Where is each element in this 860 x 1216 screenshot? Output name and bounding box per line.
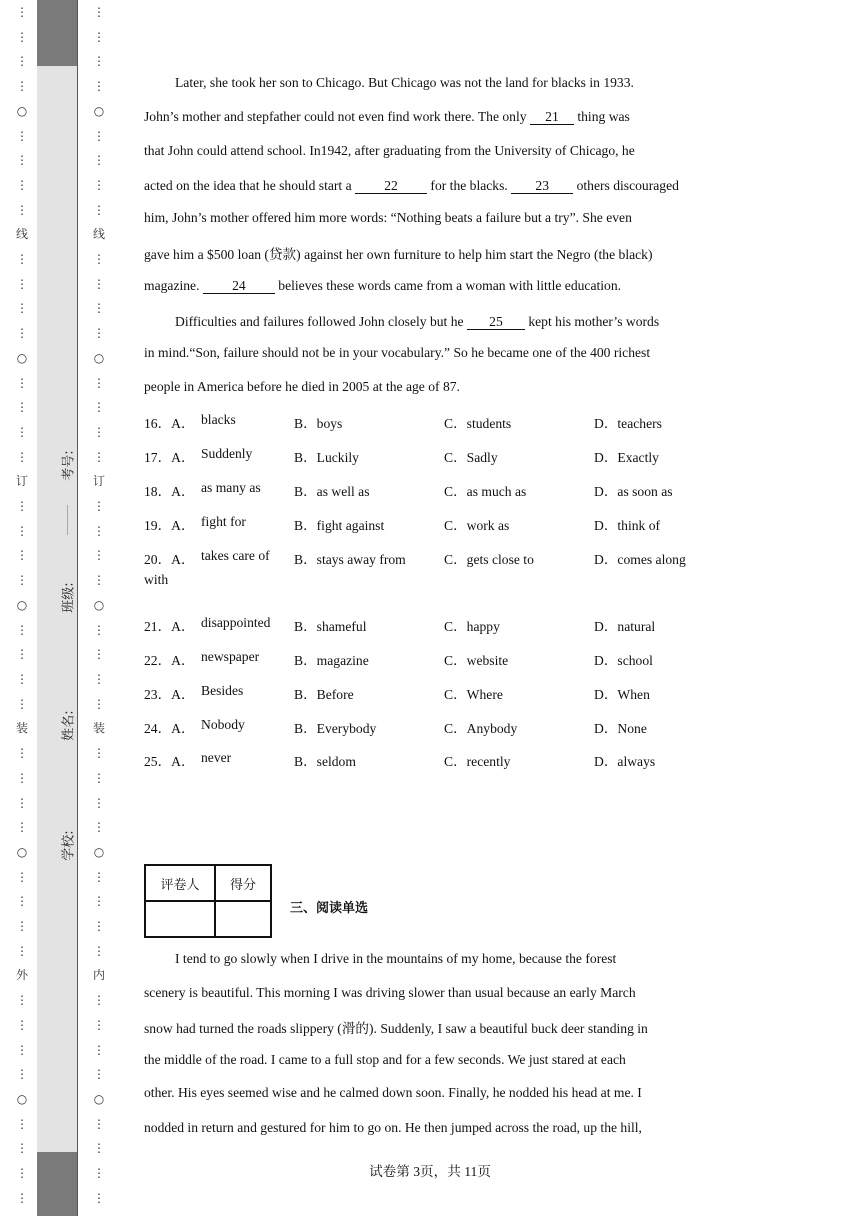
inner-binding-dot: ⋮ [93, 301, 105, 316]
passage1-line-2: John’s mother and stepfather could not even find work there. The only 21 thing was [144, 109, 630, 124]
inner-binding-label: 内 [92, 968, 105, 983]
passage2-line-2: scenery is beautiful. This morning I was driving slower than usual because an early March [144, 985, 636, 1000]
inner-binding-dot: ⋮ [93, 499, 105, 514]
outer-dotted-line [12, 0, 32, 1210]
score-header: 得分 [215, 865, 271, 901]
blank-23: 23 [511, 179, 573, 194]
question-23-option-d: D．When [594, 687, 650, 702]
inner-binding-dot: ⋮ [93, 326, 105, 341]
inner-binding-dot: ⋮ [93, 153, 105, 168]
outer-binding-dot: ⋮ [16, 202, 28, 217]
question-24-option-c: C．Anybody [444, 721, 518, 736]
question-22-option-c: C．website [444, 653, 509, 668]
name-label: 姓名: [61, 710, 77, 741]
question-19-option-b: B．fight against [294, 518, 385, 533]
question-21-option-d: D．natural [594, 619, 656, 634]
outer-binding-dot: ⋮ [16, 449, 28, 464]
passage2-line-6: nodded in return and gestured for him to go on. He then jumped across the road, up the hill, [144, 1120, 642, 1135]
binding-dark-block-top [37, 0, 78, 66]
inner-binding-dot: ⋮ [93, 29, 105, 44]
outer-binding-dot: ⋮ [16, 943, 28, 958]
passage1-line-6: gave him a $500 loan (贷款) against her own furniture to help him start the Negro (the black) [144, 247, 653, 262]
section-title: 三、阅读单选 [290, 901, 369, 916]
inner-binding-dot: ⋮ [93, 647, 105, 662]
outer-binding-circle: ○ [16, 103, 28, 118]
question-20-option-a: takes care of [201, 548, 270, 563]
school-label: 学校: [61, 830, 77, 861]
question-18-option-c: C．as much as [444, 484, 527, 499]
inner-binding-dot: ⋮ [93, 573, 105, 588]
question-16-option-d: D．teachers [594, 416, 662, 431]
inner-binding-dot: ⋮ [93, 548, 105, 563]
outer-binding-dot: ⋮ [16, 869, 28, 884]
question-22-option-a: newspaper [201, 649, 260, 664]
class-label: 班级: [61, 582, 77, 613]
question-23-option-b: B．Before [294, 687, 354, 702]
inner-binding-circle: ○ [93, 597, 105, 612]
outer-binding-dot: ⋮ [16, 1042, 28, 1057]
passage1-line-3: that John could attend school. In1942, after graduating from the University of Chicago, he [144, 143, 635, 158]
blank-25: 25 [467, 315, 525, 330]
question-20-number: 20．A． [144, 552, 195, 567]
outer-binding-circle: ○ [16, 597, 28, 612]
inner-binding-label: 订 [92, 474, 105, 489]
question-23-number: 23．A． [144, 687, 195, 702]
inner-binding-dot: ⋮ [93, 770, 105, 785]
outer-binding-dot: ⋮ [16, 301, 28, 316]
outer-binding-dot: ⋮ [16, 894, 28, 909]
question-17-option-c: C．Sadly [444, 450, 498, 465]
passage1-line-4: acted on the idea that he should start a 22 for the blacks. 23 others discouraged [144, 178, 679, 193]
outer-binding-dot: ⋮ [16, 1116, 28, 1131]
question-24-number: 24．A． [144, 721, 195, 736]
question-22-number: 22．A． [144, 653, 195, 668]
outer-binding-dot: ⋮ [16, 375, 28, 390]
question-18-option-a: as many as [201, 480, 261, 495]
outer-binding-dot: ⋮ [16, 795, 28, 810]
outer-binding-circle: ○ [16, 844, 28, 859]
outer-binding-dot: ⋮ [16, 1190, 28, 1205]
outer-binding-dot: ⋮ [16, 177, 28, 192]
inner-binding-circle: ○ [93, 844, 105, 859]
inner-dotted-line [89, 0, 109, 1210]
inner-binding-dot: ⋮ [93, 523, 105, 538]
inner-binding-dot: ⋮ [93, 696, 105, 711]
inner-binding-dot: ⋮ [93, 622, 105, 637]
inner-binding-dot: ⋮ [93, 424, 105, 439]
outer-binding-label: 外 [15, 968, 28, 983]
outer-binding-dot: ⋮ [16, 1166, 28, 1181]
outer-binding-dot: ⋮ [16, 5, 28, 19]
outer-binding-dot: ⋮ [16, 523, 28, 538]
binding-edge-line [77, 0, 78, 1216]
question-18-number: 18．A． [144, 484, 195, 499]
question-22-option-d: D．school [594, 653, 653, 668]
inner-binding-dot: ⋮ [93, 1141, 105, 1156]
outer-binding-dot: ⋮ [16, 424, 28, 439]
passage1-line-5: him, John’s mother offered him more words: “Nothing beats a failure but a try”. She even [144, 210, 632, 225]
outer-binding-dot: ⋮ [16, 647, 28, 662]
question-21-option-b: B．shameful [294, 619, 367, 634]
inner-binding-dot: ⋮ [93, 795, 105, 810]
outer-binding-dot: ⋮ [16, 820, 28, 835]
question-25-number: 25．A． [144, 754, 195, 769]
inner-binding-dot: ⋮ [93, 1166, 105, 1181]
outer-binding-label: 订 [15, 474, 28, 489]
inner-binding-circle: ○ [93, 1091, 105, 1106]
outer-binding-dot: ⋮ [16, 153, 28, 168]
question-17-number: 17．A． [144, 450, 195, 465]
binding-margin [0, 0, 130, 1216]
outer-binding-label: 装 [15, 721, 28, 736]
outer-binding-dot: ⋮ [16, 1067, 28, 1082]
outer-binding-dot: ⋮ [16, 128, 28, 143]
question-24-option-a: Nobody [201, 717, 245, 732]
outer-binding-label: 线 [15, 227, 28, 242]
question-23-option-c: C．Where [444, 687, 503, 702]
question-19-number: 19．A． [144, 518, 195, 533]
question-21-number: 21．A． [144, 619, 195, 634]
question-23-option-a: Besides [201, 683, 244, 698]
outer-binding-dot: ⋮ [16, 252, 28, 267]
blank-24: 24 [203, 279, 275, 294]
outer-binding-dot: ⋮ [16, 548, 28, 563]
inner-binding-dot: ⋮ [93, 1116, 105, 1131]
inner-binding-dot: ⋮ [93, 449, 105, 464]
outer-binding-dot: ⋮ [16, 573, 28, 588]
question-16-option-c: C．students [444, 416, 512, 431]
grader-cell [145, 901, 215, 937]
question-20-option-b: B．stays away from [294, 552, 406, 567]
question-25-option-d: D．always [594, 754, 656, 769]
inner-binding-dot: ⋮ [93, 1190, 105, 1205]
question-16-option-b: B．boys [294, 416, 343, 431]
exam-number-blank [67, 505, 68, 535]
question-24-option-d: D．None [594, 721, 647, 736]
inner-binding-dot: ⋮ [93, 128, 105, 143]
inner-binding-dot: ⋮ [93, 375, 105, 390]
outer-binding-dot: ⋮ [16, 671, 28, 686]
inner-binding-dot: ⋮ [93, 919, 105, 934]
question-24-option-b: B．Everybody [294, 721, 377, 736]
inner-binding-dot: ⋮ [93, 1017, 105, 1032]
outer-binding-circle: ○ [16, 1091, 28, 1106]
outer-binding-dot: ⋮ [16, 400, 28, 415]
outer-binding-circle: ○ [16, 350, 28, 365]
outer-binding-dot: ⋮ [16, 79, 28, 94]
question-17-option-b: B．Luckily [294, 450, 359, 465]
outer-binding-dot: ⋮ [16, 276, 28, 291]
inner-binding-dot: ⋮ [93, 894, 105, 909]
question-17-option-a: Suddenly [201, 446, 253, 461]
outer-binding-dot: ⋮ [16, 993, 28, 1008]
inner-binding-circle: ○ [93, 350, 105, 365]
outer-binding-dot: ⋮ [16, 919, 28, 934]
passage1-line-7: magazine. 24 believes these words came from a woman with little education. [144, 278, 622, 293]
question-18-option-b: B．as well as [294, 484, 370, 499]
inner-binding-dot: ⋮ [93, 54, 105, 69]
question-20-option-a-continued: with [144, 572, 169, 587]
inner-binding-dot: ⋮ [93, 202, 105, 217]
question-18-option-d: D．as soon as [594, 484, 673, 499]
passage2-line-3: snow had turned the roads slippery (滑的). Suddenly, I saw a beautiful buck deer standing in [144, 1021, 648, 1036]
inner-binding-dot: ⋮ [93, 869, 105, 884]
inner-binding-dot: ⋮ [93, 746, 105, 761]
question-25-option-a: never [201, 750, 232, 765]
outer-binding-dot: ⋮ [16, 499, 28, 514]
outer-binding-dot: ⋮ [16, 1141, 28, 1156]
outer-binding-dot: ⋮ [16, 326, 28, 341]
passage1-line-8: Difficulties and failures followed John closely but he 25 kept his mother’s words [175, 314, 660, 329]
question-17-option-d: D．Exactly [594, 450, 659, 465]
question-20-option-d: D．comes along [594, 552, 686, 567]
inner-binding-dot: ⋮ [93, 1042, 105, 1057]
outer-binding-dot: ⋮ [16, 54, 28, 69]
question-16-number: 16．A． [144, 416, 195, 431]
grader-header: 评卷人 [145, 865, 215, 901]
inner-binding-dot: ⋮ [93, 943, 105, 958]
blank-21: 21 [530, 110, 574, 125]
passage2-line-1: I tend to go slowly when I drive in the mountains of my home, because the forest [175, 951, 617, 966]
question-19-option-c: C．work as [444, 518, 510, 533]
outer-binding-dot: ⋮ [16, 622, 28, 637]
question-16-option-a: blacks [201, 412, 236, 427]
outer-binding-dot: ⋮ [16, 746, 28, 761]
outer-binding-dot: ⋮ [16, 1017, 28, 1032]
inner-binding-dot: ⋮ [93, 252, 105, 267]
page-footer: 试卷第 3页，共 11页 [369, 1164, 491, 1179]
inner-binding-label: 线 [92, 227, 105, 242]
question-19-option-d: D．think of [594, 518, 661, 533]
outer-binding-dot: ⋮ [16, 770, 28, 785]
passage1-line-9: in mind.“Son, failure should not be in your vocabulary.” So he became one of the 400 richest [144, 345, 651, 360]
question-22-option-b: B．magazine [294, 653, 369, 668]
inner-binding-dot: ⋮ [93, 1067, 105, 1082]
exam-number-label: 考号: [61, 450, 77, 481]
passage1-line-1: Later, she took her son to Chicago. But Chicago was not the land for blacks in 1933. [175, 75, 634, 90]
inner-binding-circle: ○ [93, 103, 105, 118]
score-cell [215, 901, 271, 937]
inner-binding-dot: ⋮ [93, 79, 105, 94]
passage2-line-4: the middle of the road. I came to a full stop and for a few seconds. We just stared at each [144, 1052, 626, 1067]
inner-binding-dot: ⋮ [93, 993, 105, 1008]
question-25-option-b: B．seldom [294, 754, 356, 769]
inner-binding-dot: ⋮ [93, 671, 105, 686]
outer-binding-dot: ⋮ [16, 29, 28, 44]
question-19-option-a: fight for [201, 514, 246, 529]
blank-22: 22 [355, 179, 427, 194]
outer-binding-dot: ⋮ [16, 696, 28, 711]
inner-binding-dot: ⋮ [93, 820, 105, 835]
score-table [144, 864, 272, 938]
inner-binding-dot: ⋮ [93, 177, 105, 192]
question-21-option-c: C．happy [444, 619, 500, 634]
inner-binding-dot: ⋮ [93, 276, 105, 291]
passage2-line-5: other. His eyes seemed wise and he calmed down soon. Finally, he nodded his head at me. I [144, 1085, 642, 1100]
inner-binding-dot: ⋮ [93, 400, 105, 415]
inner-binding-label: 装 [92, 721, 105, 736]
question-21-option-a: disappointed [201, 615, 271, 630]
question-20-option-c: C．gets close to [444, 552, 534, 567]
passage1-line-10: people in America before he died in 2005 at the age of 87. [144, 379, 460, 394]
inner-binding-dot: ⋮ [93, 5, 105, 19]
question-25-option-c: C．recently [444, 754, 511, 769]
